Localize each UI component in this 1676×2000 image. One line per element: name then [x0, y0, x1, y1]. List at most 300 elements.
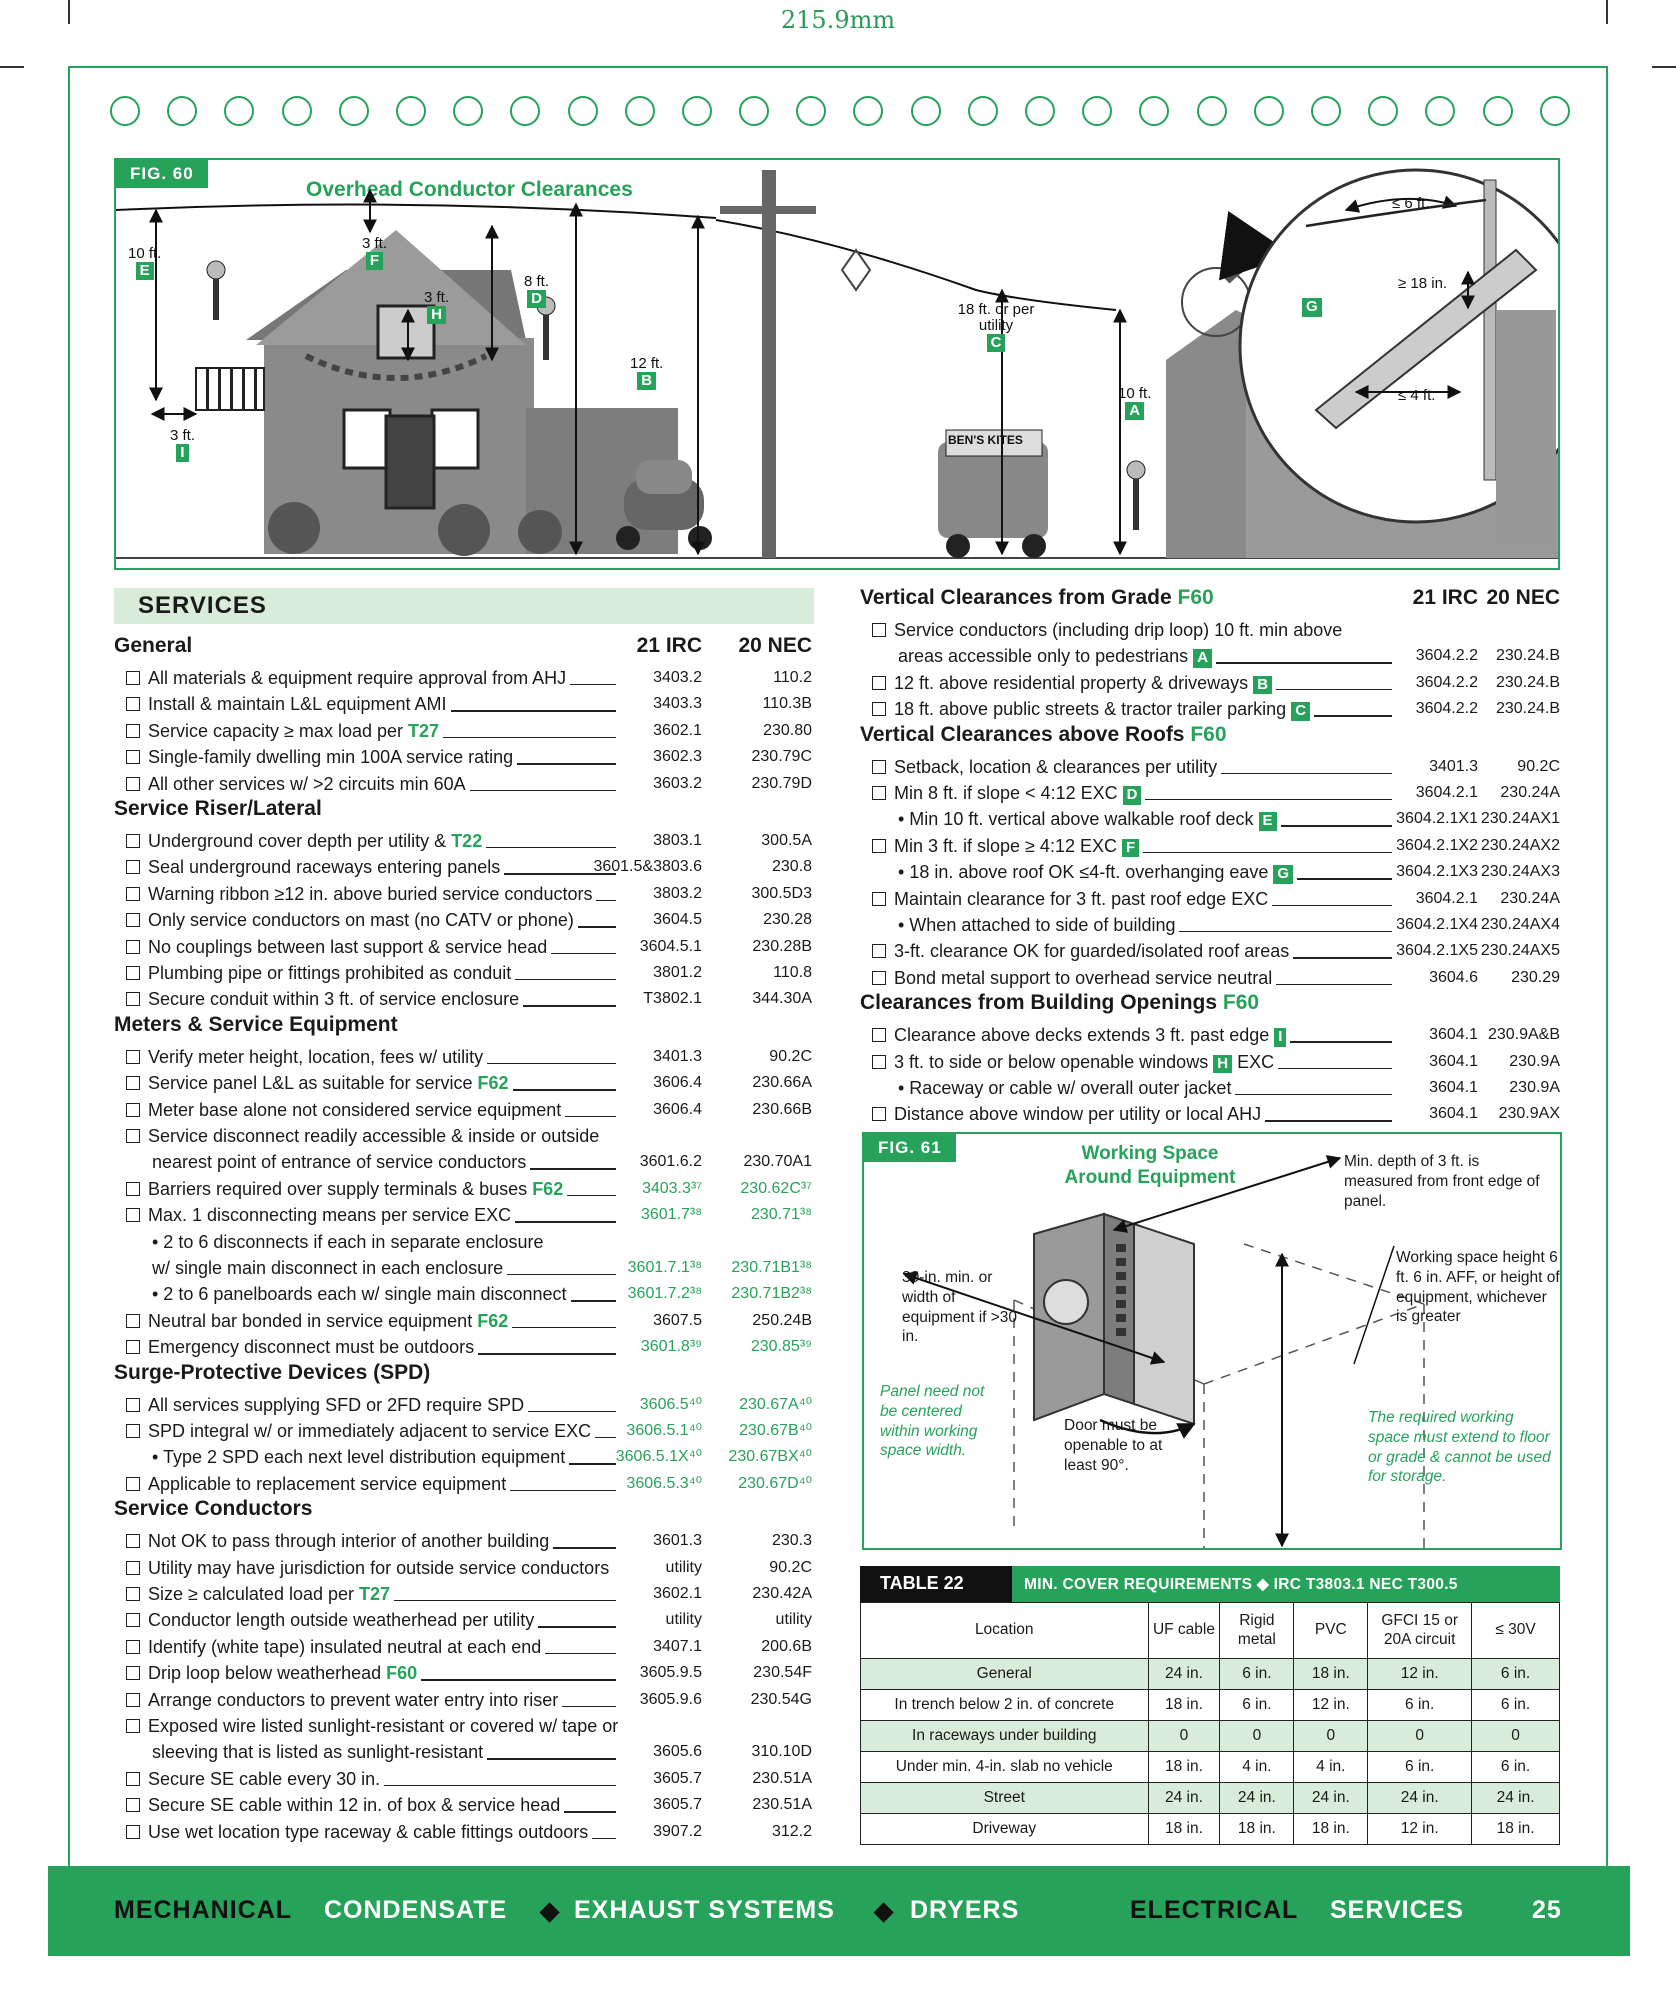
item-text: Drip loop below weatherhead	[148, 1663, 382, 1684]
irc-section-ref: 3803.2	[653, 884, 702, 902]
item-text: Size ≥ calculated load per	[148, 1584, 354, 1604]
figure-reference: F62	[477, 1310, 509, 1331]
checklist-item	[126, 691, 447, 717]
checklist-item	[152, 1739, 483, 1765]
leader-line	[1276, 984, 1392, 985]
checklist-item	[126, 1334, 474, 1360]
irc-section-ref: 3403.3³⁷	[641, 1179, 702, 1197]
nec-section-ref: 230.67A⁴⁰	[739, 1395, 812, 1413]
cover-depth-cell: 18 in.	[1294, 1814, 1368, 1845]
irc-section-ref: 3604.2.1X3	[1396, 863, 1478, 881]
figure-reference: F62	[532, 1178, 564, 1199]
leader-line	[1281, 825, 1392, 826]
leader-line	[510, 1490, 616, 1491]
item-text: • 18 in. above roof OK ≤4-ft. overhanging eave	[898, 862, 1269, 883]
leader-line	[595, 1437, 616, 1438]
item-text: Distance above window per utility or local AHJ	[894, 1104, 1262, 1125]
checklist-item	[898, 643, 1212, 669]
checklist-item	[126, 960, 511, 986]
binder-hole	[911, 96, 941, 126]
checkbox[interactable]	[126, 1825, 140, 1839]
item-text: Maintain clearance for 3 ft. past roof edge EXC	[894, 888, 1269, 909]
leader-line	[507, 1274, 616, 1275]
leader-line	[564, 1811, 616, 1812]
nec-section-ref: 110.2	[773, 669, 812, 686]
leader-line	[470, 790, 616, 791]
leader-line	[596, 900, 616, 901]
cover-depth-cell: 6 in.	[1368, 1690, 1472, 1721]
item-text: 18 ft. above public streets & tractor trailer parking	[894, 699, 1287, 720]
item-text: Neutral bar bonded in service equipment	[148, 1310, 473, 1331]
irc-section-ref: 3602.3	[653, 748, 702, 766]
item-text: Clearance above decks extends 3 ft. past edge	[894, 1025, 1270, 1046]
cover-depth-cell: 6 in.	[1472, 1690, 1560, 1721]
item-text: Service conductors (including drip loop) 10 ft. min above	[894, 620, 1343, 640]
leader-line	[1278, 1068, 1392, 1069]
checkbox[interactable]	[872, 1028, 886, 1042]
table-row	[861, 1783, 1560, 1814]
cover-depth-cell: 18 in.	[1294, 1659, 1368, 1690]
nec-section-ref: 230.51A	[752, 1796, 812, 1814]
checkbox[interactable]	[872, 839, 886, 853]
leader-line	[567, 1195, 616, 1196]
leader-line	[1297, 878, 1392, 879]
checkbox[interactable]	[126, 1208, 140, 1222]
binder-holes	[110, 96, 1570, 128]
irc-section-ref: 3803.1	[653, 832, 702, 849]
nec-section-ref: 230.80	[763, 721, 812, 739]
nec-section-ref: 230.67D⁴⁰	[738, 1474, 812, 1492]
footer-electrical: ELECTRICAL	[1130, 1896, 1299, 1924]
cover-depth-cell: 6 in.	[1472, 1659, 1560, 1690]
checkbox[interactable]	[126, 1314, 140, 1328]
checkbox[interactable]	[126, 834, 140, 848]
checkbox[interactable]	[872, 623, 886, 637]
nec-section-ref: 230.62C³⁷	[740, 1179, 812, 1197]
footer-diamond: ◆	[540, 1897, 561, 1925]
leader-line	[578, 926, 616, 927]
cover-depth-cell: 6 in.	[1220, 1659, 1294, 1690]
checkbox[interactable]	[126, 1587, 140, 1601]
checklist-item	[872, 670, 1272, 696]
nec-column-header: 20 NEC	[1486, 586, 1560, 609]
footer-condensate: CONDENSATE	[324, 1896, 508, 1924]
irc-section-ref: 3604.1	[1429, 1026, 1478, 1044]
irc-section-ref: 3606.5.1X⁴⁰	[615, 1448, 702, 1466]
cover-depth-cell: 0	[1472, 1721, 1560, 1752]
item-text-suffix: EXC	[1237, 1051, 1275, 1072]
figure-tag: FIG. 60	[116, 160, 208, 188]
badge-i: I	[176, 444, 188, 463]
nec-section-ref: 230.28B	[752, 937, 812, 955]
dim-label-a: 10 ft. A	[1118, 385, 1152, 419]
checklist-item	[126, 1555, 609, 1581]
cover-depth-cell: 6 in.	[1220, 1690, 1294, 1721]
checklist-item	[898, 912, 1175, 938]
checkbox[interactable]	[126, 1340, 140, 1354]
irc-section-ref: 3403.3	[653, 695, 702, 713]
dim-label-e: 10 ft. E	[128, 245, 162, 279]
leader-line	[486, 847, 616, 848]
checkbox[interactable]	[126, 940, 140, 954]
figure-60	[114, 158, 1560, 570]
binder-hole	[1139, 96, 1169, 126]
table-row	[861, 1721, 1560, 1752]
badge-h: H	[427, 306, 446, 325]
leader-line	[443, 737, 616, 738]
leader-line	[394, 1600, 616, 1601]
item-text: Min 3 ft. if slope ≥ 4:12 EXC	[894, 835, 1117, 856]
nec-section-ref: 230.79D	[751, 774, 812, 792]
checkbox[interactable]	[872, 1107, 886, 1121]
item-text: Service capacity ≥ max load per	[148, 720, 403, 741]
checkbox[interactable]	[126, 992, 140, 1006]
section-heading: Surge-Protective Devices (SPD)	[114, 1360, 431, 1384]
figure-reference: F60	[1177, 586, 1214, 609]
checklist-item	[126, 718, 439, 744]
checkbox[interactable]	[126, 1103, 140, 1117]
table-column-header: ≤ 30V	[1472, 1603, 1560, 1659]
binder-hole	[625, 96, 655, 126]
binder-hole	[510, 96, 540, 126]
checklist-item	[126, 1471, 506, 1497]
leader-line	[553, 1547, 616, 1548]
page-footer	[48, 1866, 1630, 1956]
badge-f: F	[366, 252, 383, 271]
checklist-item	[152, 1149, 526, 1175]
leader-line	[570, 684, 616, 685]
checkbox[interactable]	[126, 1719, 140, 1733]
nec-section-ref: 230.54G	[750, 1690, 812, 1708]
binder-hole	[1197, 96, 1227, 126]
crop-mark	[68, 0, 70, 24]
checklist-item	[126, 1528, 549, 1554]
binder-hole	[110, 96, 140, 126]
table-22	[860, 1566, 1560, 1845]
checkbox[interactable]	[126, 860, 140, 874]
dim-label-d: 8 ft. D	[524, 273, 550, 307]
note-door: Door must be openable to at least 90°.	[1064, 1417, 1163, 1474]
nec-section-ref: 230.24AX1	[1480, 810, 1560, 828]
nec-section-ref: 230.9A	[1509, 1052, 1560, 1070]
nec-section-ref: 230.24A	[1500, 889, 1560, 907]
item-text: 12 ft. above residential property & driveways	[894, 672, 1249, 693]
checkbox[interactable]	[126, 1561, 140, 1575]
cover-depth-cell: 0	[1368, 1721, 1472, 1752]
checkbox[interactable]	[872, 944, 886, 958]
irc-section-ref: 3605.9.6	[639, 1690, 702, 1708]
checkbox[interactable]	[126, 777, 140, 791]
cover-depth-cell: 18 in.	[1148, 1752, 1220, 1783]
item-text: Service disconnect readily accessible & inside or outside	[148, 1126, 600, 1146]
figure-reference: T22	[451, 831, 483, 851]
checkbox[interactable]	[126, 697, 140, 711]
nec-section-ref: 230.3	[771, 1532, 812, 1550]
cover-depth-cell: 18 in.	[1148, 1814, 1220, 1845]
location-cell: Street	[861, 1783, 1149, 1814]
item-text: • Min 10 ft. vertical above walkable roof deck	[898, 809, 1254, 830]
checkbox[interactable]	[126, 750, 140, 764]
note-centered: Panel need not be centered within working space width.	[880, 1383, 985, 1460]
footer-services: SERVICES	[1330, 1896, 1464, 1924]
item-text: Conductor length outside weatherhead per utility	[148, 1610, 535, 1631]
nec-section-ref: 230.85³⁹	[750, 1338, 812, 1356]
checkbox[interactable]	[126, 1640, 140, 1654]
item-text: All other services w/ >2 circuits min 60A	[148, 773, 466, 794]
item-text: nearest point of entrance of service conductors	[152, 1152, 527, 1173]
item-text: SPD integral w/ or immediately adjacent to service EXC	[148, 1421, 592, 1441]
leader-line	[1145, 799, 1392, 800]
item-text: Install & maintain L&L equipment AMI	[148, 694, 447, 715]
irc-section-ref: 3604.2.1X2	[1396, 836, 1478, 854]
checklist-item	[126, 907, 574, 933]
item-text: All services supplying SFD or 2FD require SPD	[148, 1394, 525, 1415]
nec-section-ref: 230.9AX	[1498, 1105, 1560, 1123]
item-text: sleeving that is listed as sunlight-resistant	[152, 1742, 484, 1763]
checkbox[interactable]	[126, 1477, 140, 1491]
leader-line	[1272, 905, 1392, 906]
checkbox[interactable]	[126, 1129, 140, 1143]
checklist-item	[126, 1202, 511, 1228]
checklist-item	[872, 1101, 1261, 1127]
note-floor: The required working space must extend to floor or grade & cannot be used for storage.	[1368, 1409, 1551, 1486]
crop-mark	[1606, 0, 1608, 24]
checklist-item	[872, 833, 1139, 859]
checklist-item	[126, 1176, 563, 1202]
binder-hole	[1025, 96, 1055, 126]
figure-badge: D	[1123, 786, 1142, 805]
truck-sign: BEN'S KITES	[948, 433, 1023, 447]
irc-section-ref: 3602.1	[653, 721, 702, 739]
checkbox[interactable]	[126, 966, 140, 980]
checklist-item	[152, 1444, 565, 1470]
irc-section-ref: 3407.1	[653, 1637, 702, 1655]
checkbox[interactable]	[872, 702, 886, 716]
checkbox[interactable]	[872, 786, 886, 800]
leader-line	[571, 1300, 616, 1301]
binder-hole	[1540, 96, 1570, 126]
binder-hole	[339, 96, 369, 126]
section-heading: Meters & Service Equipment	[114, 1012, 398, 1036]
table-tag: TABLE 22	[860, 1566, 1012, 1602]
irc-section-ref: 3601.7.1³⁸	[627, 1259, 702, 1276]
leader-line	[478, 1353, 616, 1354]
irc-section-ref: 3605.9.5	[639, 1664, 702, 1682]
binder-hole	[853, 96, 883, 126]
irc-section-ref: 3605.7	[653, 1769, 702, 1787]
checkbox[interactable]	[126, 1076, 140, 1090]
binder-hole	[968, 96, 998, 126]
checklist-item	[126, 771, 466, 797]
item-text: Bond metal support to overhead service neutral	[894, 967, 1273, 988]
cover-depth-cell: 6 in.	[1368, 1752, 1472, 1783]
cover-depth-cell: 6 in.	[1472, 1752, 1560, 1783]
item-text: Only service conductors on mast (no CATV or phone)	[148, 910, 574, 931]
binder-hole	[796, 96, 826, 126]
section-heading: Vertical Clearances from Grade F60	[860, 586, 1214, 609]
irc-section-ref: 3604.1	[1429, 1079, 1478, 1096]
section-heading: Vertical Clearances above Roofs F60	[860, 722, 1227, 746]
figure-badge: I	[1274, 1028, 1286, 1047]
irc-section-ref: 3604.2.1X1	[1396, 810, 1478, 828]
nec-section-ref: 230.51A	[752, 1769, 812, 1787]
nec-section-ref: 230.24.B	[1495, 673, 1560, 691]
leader-line	[562, 1706, 616, 1707]
nec-section-ref: 230.71B2³⁸	[731, 1285, 812, 1303]
checkbox[interactable]	[126, 724, 140, 738]
irc-section-ref: 3604.1	[1429, 1052, 1478, 1070]
table-column-header: UF cable	[1148, 1603, 1220, 1659]
checklist-item	[872, 1049, 1274, 1075]
checkbox[interactable]	[126, 887, 140, 901]
badge-g: G	[1302, 298, 1322, 317]
checkbox[interactable]	[126, 1534, 140, 1548]
binder-hole	[1483, 96, 1513, 126]
checklist-item	[126, 1766, 380, 1792]
nec-section-ref: 200.6B	[761, 1637, 812, 1655]
irc-section-ref: T3802.1	[643, 990, 702, 1008]
irc-section-ref: 3606.5⁴⁰	[639, 1395, 702, 1413]
checklist-item	[872, 780, 1141, 806]
figure-title: Working Space Around Equipment	[1064, 1143, 1236, 1188]
checkbox[interactable]	[872, 1055, 886, 1069]
checkbox[interactable]	[126, 913, 140, 927]
table-column-header: Location	[861, 1603, 1149, 1659]
leader-line	[523, 1005, 616, 1006]
nec-section-ref: 312.2	[771, 1822, 812, 1840]
leader-line	[517, 763, 616, 764]
item-text: Max. 1 disconnecting means per service EXC	[148, 1205, 512, 1226]
checklist-item	[872, 965, 1272, 991]
item-text: Emergency disconnect must be outdoors	[148, 1337, 475, 1358]
checkbox[interactable]	[872, 760, 886, 774]
figure-badge: C	[1291, 702, 1310, 721]
checkbox[interactable]	[126, 1666, 140, 1680]
figure-reference: T27	[408, 720, 440, 741]
figure-tag: FIG. 61	[864, 1134, 956, 1162]
table-column-header: GFCI 15 or 20A circuit	[1368, 1603, 1472, 1659]
item-text: Exposed wire listed sunlight-resistant or covered w/ tape or	[148, 1716, 619, 1736]
checkbox[interactable]	[126, 1613, 140, 1627]
leader-line	[451, 710, 617, 711]
table-title: MIN. COVER REQUIREMENTS ◆ IRC T3803.1 NEC T300.5	[1012, 1566, 1560, 1602]
leader-line	[384, 1785, 616, 1786]
checklist-item	[126, 934, 547, 960]
nec-section-ref: 230.67B⁴⁰	[739, 1422, 812, 1439]
irc-section-ref: 3606.5.3⁴⁰	[626, 1474, 702, 1492]
checkbox[interactable]	[872, 676, 886, 690]
irc-section-ref: 3801.2	[653, 964, 702, 981]
cover-depth-cell: 24 in.	[1368, 1783, 1472, 1814]
dim-label-g	[1302, 298, 1322, 317]
cover-depth-cell: 12 in.	[1368, 1814, 1472, 1845]
checklist-item	[126, 1044, 483, 1070]
checkbox[interactable]	[126, 1798, 140, 1812]
item-text: Arrange conductors to prevent water entry into riser	[148, 1689, 559, 1710]
nec-section-ref: 230.8	[771, 858, 812, 876]
figure-reference: F62	[477, 1073, 509, 1094]
item-text: Warning ribbon ≥12 in. above buried service conductors	[148, 883, 593, 904]
checkbox[interactable]	[126, 1398, 140, 1412]
overhead-clearance-illustration	[116, 160, 1560, 570]
location-cell: In raceways under building	[861, 1721, 1149, 1752]
irc-section-ref: 3604.2.2	[1415, 673, 1478, 691]
checkbox[interactable]	[872, 892, 886, 906]
checklist-item	[126, 1819, 588, 1845]
item-text: • Raceway or cable w/ overall outer jacket	[898, 1078, 1232, 1098]
leader-line	[1314, 715, 1392, 716]
nec-section-ref: utility	[775, 1611, 812, 1629]
irc-column-header: 21 IRC	[1412, 586, 1478, 609]
checklist-item	[872, 938, 1289, 964]
nec-section-ref: 310.10D	[751, 1743, 812, 1761]
badge-a: A	[1125, 402, 1144, 421]
checkbox[interactable]	[126, 1772, 140, 1786]
item-text: Meter base alone not considered service equipment	[148, 1099, 562, 1120]
leader-line	[1143, 852, 1392, 853]
cover-depth-cell: 4 in.	[1294, 1752, 1368, 1783]
binder-hole	[396, 96, 426, 126]
checklist-item	[126, 1097, 561, 1123]
item-text: Use wet location type raceway & cable fittings outdoors	[148, 1821, 589, 1842]
checkbox[interactable]	[126, 1182, 140, 1196]
nec-section-ref: 230.71³⁸	[750, 1206, 812, 1224]
nec-section-ref: 230.24.B	[1495, 700, 1560, 718]
figure-reference: T27	[359, 1584, 391, 1604]
note-width: 30-in. min. or width of equipment if >30 in.	[902, 1269, 1018, 1346]
checkbox[interactable]	[126, 1424, 140, 1438]
nec-section-ref: 230.29	[1511, 968, 1560, 986]
item-text: Secure SE cable within 12 in. of box & service head	[148, 1795, 561, 1816]
leader-line	[530, 1168, 616, 1169]
cover-requirements-table	[860, 1602, 1560, 1845]
checkbox[interactable]	[126, 1050, 140, 1064]
checklist-item	[126, 1392, 524, 1418]
badge-b: B	[637, 372, 656, 391]
leader-line	[1276, 689, 1392, 690]
checklist-item	[152, 1229, 544, 1255]
irc-section-ref: 3601.3	[653, 1532, 702, 1550]
badge-e: E	[136, 262, 154, 281]
irc-section-ref: 3601.7³⁸	[640, 1206, 702, 1224]
irc-section-ref: 3403.2	[653, 669, 702, 686]
figure-title: Overhead Conductor Clearances	[306, 178, 633, 201]
section-heading: Service Riser/Lateral	[114, 797, 322, 820]
checkbox[interactable]	[126, 671, 140, 685]
cover-depth-cell: 18 in.	[1472, 1814, 1560, 1845]
leader-line	[1235, 1094, 1392, 1095]
leader-line	[487, 1063, 616, 1064]
irc-section-ref: 3604.1	[1429, 1105, 1478, 1123]
leader-line	[592, 1838, 616, 1839]
badge-d: D	[527, 290, 546, 309]
checkbox[interactable]	[126, 1693, 140, 1707]
figure-badge: F	[1122, 839, 1139, 858]
crop-mark	[0, 66, 24, 68]
table-column-header: PVC	[1294, 1603, 1368, 1659]
irc-section-ref: 3601.8³⁹	[640, 1338, 702, 1356]
nec-section-ref: 250.24B	[752, 1311, 812, 1329]
cover-depth-cell: 0	[1220, 1721, 1294, 1752]
item-text: Secure conduit within 3 ft. of service enclosure	[148, 989, 520, 1010]
figure-reference: F60	[1190, 722, 1227, 746]
checkbox[interactable]	[872, 971, 886, 985]
cover-depth-cell: 18 in.	[1148, 1690, 1220, 1721]
nec-section-ref: 230.9A&B	[1487, 1026, 1560, 1044]
binder-hole	[282, 96, 312, 126]
leader-line	[1221, 773, 1392, 774]
nec-section-ref: 230.28	[763, 911, 812, 929]
